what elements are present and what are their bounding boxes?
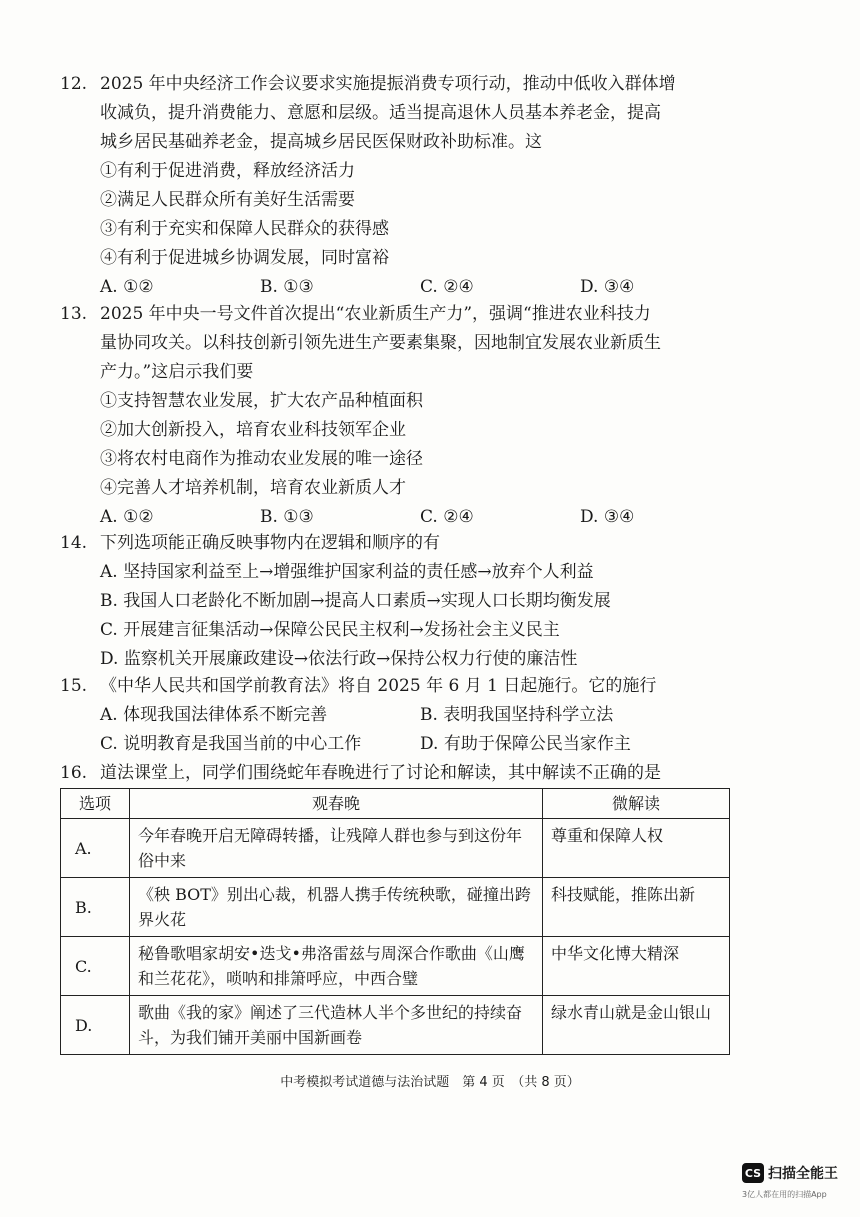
statement-item: ③将农村电商作为推动农业发展的唯一途径	[100, 449, 423, 469]
option-a[interactable]: A. ①②	[100, 277, 154, 297]
option-d[interactable]: D. ③④	[580, 277, 635, 297]
option-b[interactable]: B. 表明我国坚持科学立法	[420, 705, 614, 725]
answer-options	[60, 273, 740, 302]
view-cell: 秘鲁歌唱家胡安•迭戈•弗洛雷兹与周深合作歌曲《山鹰和兰花花》，唢呐和排箫呼应，中西合璧	[130, 937, 543, 996]
option-b[interactable]: B. 我国人口老龄化不断加剧→提高人口素质→实现人口长期均衡发展	[100, 591, 611, 611]
table-row[interactable]	[61, 878, 730, 937]
option-cell: A.	[61, 819, 130, 878]
option-cell: B.	[61, 878, 130, 937]
option-c[interactable]: C. 开展建言征集活动→保障公民民主权利→发扬社会主义民主	[100, 620, 560, 640]
statement-item: ④完善人才培养机制，培育农业新质人才	[100, 478, 406, 498]
option-a[interactable]: A. 坚持国家利益至上→增强维护国家利益的责任感→放弃个人利益	[100, 562, 594, 582]
option-cell: C.	[61, 937, 130, 996]
view-cell: 《秧 BOT》别出心裁，机器人携手传统秧歌，碰撞出跨界火花	[130, 878, 543, 937]
option-d[interactable]: D. 有助于保障公民当家作主	[420, 734, 631, 754]
question-13	[60, 300, 740, 532]
question-stem: 2025 年中央一号文件首次提出“农业新质生产力”，强调“推进农业科技力	[100, 304, 651, 324]
question-stem: 量协同攻关。以科技创新引领先进生产要素集聚，因地制宜发展农业新质生	[100, 333, 661, 353]
question-stem: 《中华人民共和国学前教育法》将自 2025 年 6 月 1 日起施行。它的施行	[100, 676, 657, 696]
question-12	[60, 70, 740, 302]
statement-item: ③有利于充实和保障人民群众的获得感	[100, 219, 389, 239]
interpretation-cell: 中华文化博大精深	[543, 937, 730, 996]
question-16	[60, 759, 740, 788]
table-row[interactable]	[61, 937, 730, 996]
answer-table	[60, 788, 730, 1055]
option-d[interactable]: D. 监察机关开展廉政建设→依法行政→保持公权力行使的廉洁性	[100, 649, 578, 669]
answer-options	[60, 503, 740, 532]
question-number: 14.	[60, 533, 88, 553]
table-row[interactable]	[61, 996, 730, 1055]
question-14	[60, 529, 740, 674]
question-stem: 产力。”这启示我们要	[100, 362, 254, 382]
option-a[interactable]: A. ①②	[100, 507, 154, 527]
question-stem: 道法课堂上，同学们围绕蛇年春晚进行了讨论和解读，其中解读不正确的是	[100, 763, 661, 783]
question-stem: 2025 年中央经济工作会议要求实施提振消费专项行动，推动中低收入群体增	[100, 74, 676, 94]
interpretation-cell: 科技赋能，推陈出新	[543, 878, 730, 937]
question-number: 16.	[60, 763, 88, 783]
question-number: 15.	[60, 676, 88, 696]
cs-logo-icon: CS	[742, 1163, 764, 1183]
answer-options-row	[60, 701, 740, 730]
statement-item: ②满足人民群众所有美好生活需要	[100, 190, 355, 210]
question-number: 12.	[60, 74, 88, 94]
logo-name: 扫描全能王	[768, 1166, 838, 1182]
option-c[interactable]: C. ②④	[420, 277, 474, 297]
statement-item: ②加大创新投入，培育农业科技领军企业	[100, 420, 406, 440]
view-cell: 歌曲《我的家》阐述了三代造林人半个多世纪的持续奋斗，为我们铺开美丽中国新画卷	[130, 996, 543, 1055]
option-d[interactable]: D. ③④	[580, 507, 635, 527]
answer-options-row	[60, 730, 740, 759]
statement-item: ④有利于促进城乡协调发展，同时富裕	[100, 248, 389, 268]
statement-item: ①支持智慧农业发展，扩大农产品种植面积	[100, 391, 423, 411]
scanner-logo	[742, 1163, 838, 1183]
table-row[interactable]	[61, 819, 730, 878]
option-b[interactable]: B. ①③	[260, 277, 314, 297]
column-header: 选项	[61, 789, 130, 819]
option-c[interactable]: C. 说明教育是我国当前的中心工作	[100, 734, 362, 754]
option-c[interactable]: C. ②④	[420, 507, 474, 527]
logo-tagline: 3亿人都在用的扫描App	[742, 1190, 827, 1199]
interpretation-cell: 尊重和保障人权	[543, 819, 730, 878]
question-number: 13.	[60, 304, 88, 324]
table-header-row	[61, 789, 730, 819]
interpretation-cell: 绿水青山就是金山银山	[543, 996, 730, 1055]
question-stem: 收减负，提升消费能力、意愿和层级。适当提高退休人员基本养老金，提高	[100, 103, 661, 123]
question-15	[60, 672, 740, 759]
column-header: 微解读	[543, 789, 730, 819]
column-header: 观春晚	[130, 789, 543, 819]
question-stem: 城乡居民基础养老金，提高城乡居民医保财政补助标准。这	[100, 132, 542, 152]
option-a[interactable]: A. 体现我国法律体系不断完善	[100, 705, 328, 725]
page-footer: 中考模拟考试道德与法治试题 第 4 页 （共 8 页）	[280, 1075, 580, 1090]
option-cell: D.	[61, 996, 130, 1055]
statement-item: ①有利于促进消费，释放经济活力	[100, 161, 355, 181]
question-stem: 下列选项能正确反映事物内在逻辑和顺序的有	[100, 533, 440, 553]
option-b[interactable]: B. ①③	[260, 507, 314, 527]
view-cell: 今年春晚开启无障碍转播，让残障人群也参与到这份年俗中来	[130, 819, 543, 878]
